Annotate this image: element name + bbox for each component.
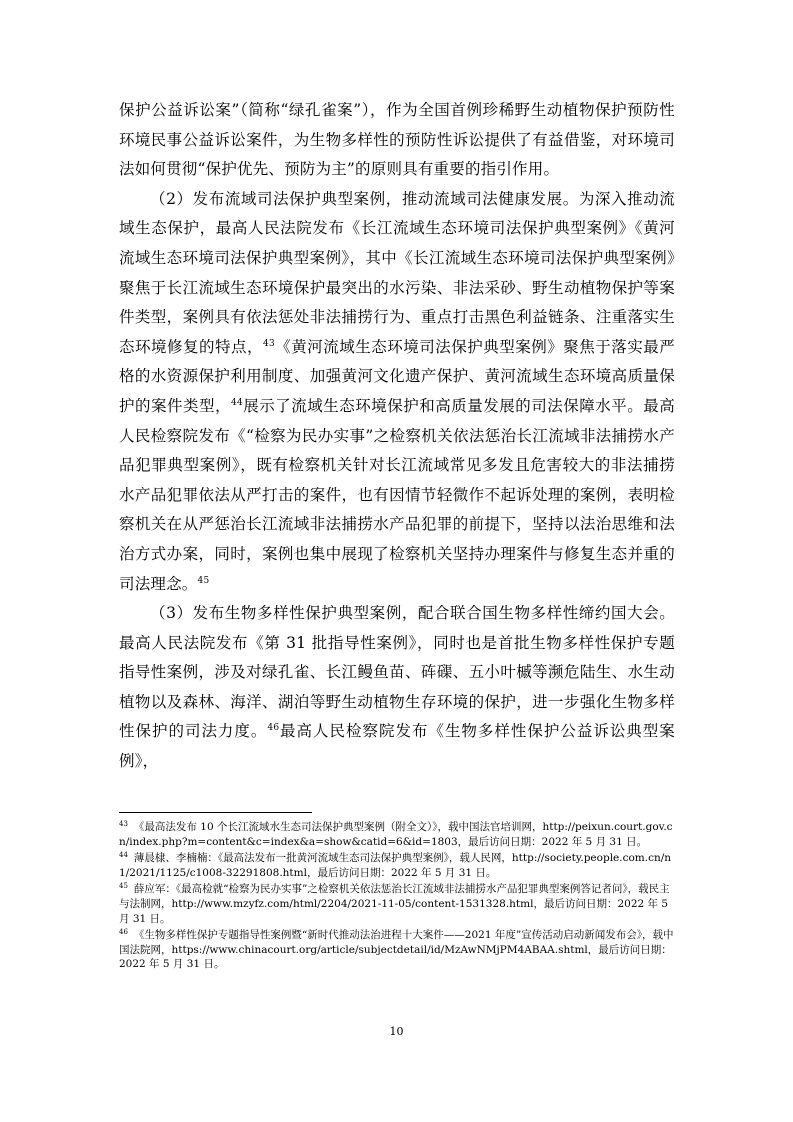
- footnote-reference[interactable]: 44: [231, 397, 243, 408]
- footnote-reference[interactable]: 43: [263, 338, 275, 349]
- paragraph-text: （2）发布流域司法保护典型案例，推动流域司法健康发展。为深入推动流域生态保护，最高人民法院发布《长江流域生态环境司法保护典型案例》《黄河流域生态环境司法保护典型案例》，其中《长江流域生态环境司法保护典型案例》聚焦于长江流域生态环境保护最突出的水污染、非法采砂、野生动植物保护等案件类型，案例具有依法惩处非法捕捞行为、重点打击黑色利益链条、注重落实生态环境修复的特点，: [119, 189, 675, 356]
- footnote-reference[interactable]: 46: [267, 723, 280, 734]
- footnote-text: 《最高法发布 10 个长江流域水生态司法保护典型案例（附全文）》，载中国法官培训网，http://peixun.court.gov.cn/index.php?m=content&c=index&a=show&catid=6&id=1803，最后访问日期：2022 年 5 月 31 日。: [119, 821, 673, 848]
- footnote-mark: 43: [119, 819, 128, 828]
- footnote-mark: 44: [119, 850, 128, 859]
- footnote-text: 薄晨棣、李楠楠：《最高法发布一批黄河流域生态司法保护典型案例》，载人民网，http://society.people.com.cn/n1/2021/1125/c1008-32291808.html，最后访问日期：2022 年 5 月 31 日。: [119, 852, 672, 879]
- body-text: [119, 96, 675, 777]
- footnote-mark: 45: [119, 881, 128, 890]
- footnote-text: 薛应军：《最高检就“检察为民办实事”之检察机关依法惩治长江流域非法捕捞水产品犯罪典型案例答记者问》，载民主与法制网，http://www.mzyfz.com/html/2204/2021-11-05/content-1531328.html，最后访问日期：2022 年 5 月 31 日。: [119, 883, 670, 925]
- paragraph: [119, 96, 675, 185]
- footnote-reference[interactable]: 45: [197, 575, 210, 586]
- paragraph-text: （3）发布生物多样性保护典型案例，配合联合国生物多样性缔约国大会。最高人民法院发布《第 31 批指导性案例》，同时也是首批生物多样性保护专题指导性案例，涉及对绿孔雀、长江鳗鱼苗、砗磲、五小叶槭等濒危陆生、水生动植物以及森林、海洋、湖泊等野生动植物生存环境的保护，进一步强化生物多样性保护的司法力度。: [119, 604, 675, 741]
- footnote: [119, 851, 675, 880]
- paragraph-text: 最高人民检察院发布《生物多样性保护公益诉讼典型案例》，: [119, 722, 675, 771]
- footnote-mark: 46: [119, 927, 128, 936]
- paragraph-text: 展示了流域生态环境保护和高质量发展的司法保障水平。最高人民检察院发布《“检察为民办实事”之检察机关依法惩治长江流域非法捕捞水产品犯罪典型案例》，既有检察机关针对长江流域常见多发且危害较大的非法捕捞水产品犯罪依法从严打击的案件，也有因情节轻微作不起诉处理的案例，表明检察机关在从严惩治长江流域非法捕捞水产品犯罪的前提下，坚持以法治思维和法治方式办案，同时，案例也集中展现了检察机关坚持办理案件与修复生态并重的司法理念。: [119, 396, 675, 593]
- page-number: 10: [389, 1025, 404, 1038]
- paragraph-text: 保护公益诉讼案”（简称“绿孔雀案”），作为全国首例珍稀野生动植物保护预防性环境民事公益诉讼案件，为生物多样性的预防性诉讼提供了有益借鉴，对环境司法如何贯彻“保护优先、预防为主”的原则具有重要的指引作用。: [119, 101, 675, 179]
- footnote-separator: [119, 812, 312, 813]
- footnote-text: 《生物多样性保护专题指导性案例暨“新时代推动法治进程十大案件——2021 年度”宣传活动启动新闻发布会》，载中国法院网，https://www.chinacourt.org/article/subjectdetail/id/MzAwNMjPM4ABAA.shtml，最后访问日期：2022 年 5 月 31 日。: [119, 929, 674, 971]
- footnote: [119, 882, 675, 926]
- footnote: [119, 820, 675, 849]
- footnote: [119, 928, 675, 972]
- paragraph-text: 《黄河流域生态环境司法保护典型案例》聚焦于落实最严格的水资源保护利用制度、加强黄河文化遗产保护、黄河流域生态环境高质量保护的案件类型，: [119, 337, 675, 415]
- paragraph: [119, 599, 675, 777]
- footnotes: [119, 820, 675, 974]
- paragraph: [119, 185, 675, 599]
